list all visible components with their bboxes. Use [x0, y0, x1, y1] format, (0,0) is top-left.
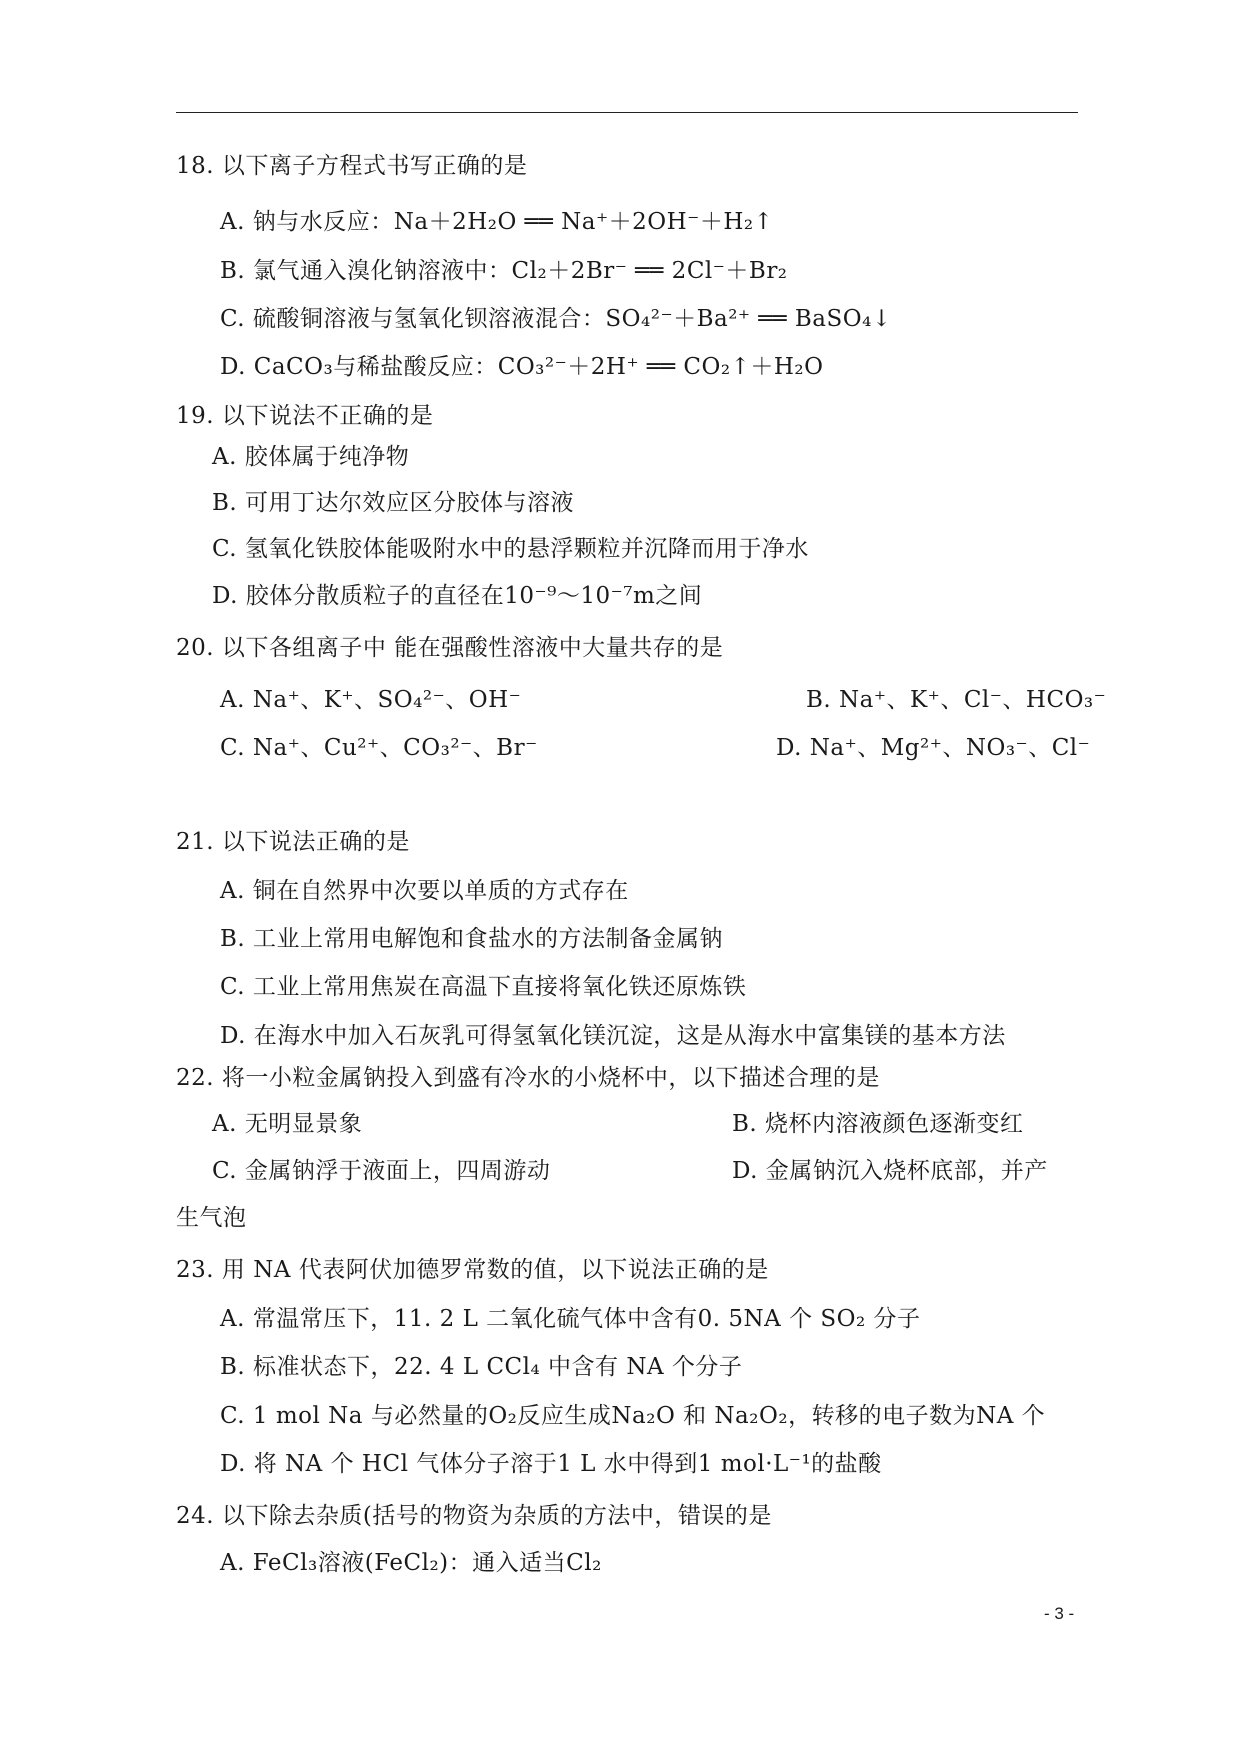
- question-19-option-c: C. 氢氧化铁胶体能吸附水中的悬浮颗粒并沉降而用于净水: [212, 536, 809, 562]
- question-22-option-a: A. 无明显景象: [212, 1111, 363, 1137]
- question-20-option-d: D. Na⁺、Mg²⁺、NO₃⁻、Cl⁻: [776, 735, 1091, 761]
- question-23-option-b: B. 标准状态下，22. 4 L CCl₄ 中含有 NA 个分子: [220, 1354, 743, 1380]
- question-18-option-d: D. CaCO₃与稀盐酸反应：CO₃²⁻＋2H⁺ ══ CO₂↑＋H₂O: [220, 354, 824, 380]
- question-23-stem: 23. 用 NA 代表阿伏加德罗常数的值，以下说法正确的是: [176, 1257, 769, 1283]
- question-20-option-c: C. Na⁺、Cu²⁺、CO₃²⁻、Br⁻: [220, 735, 538, 761]
- question-24-option-a: A. FeCl₃溶液(FeCl₂)：通入适当Cl₂: [220, 1550, 602, 1576]
- question-18-stem: 18. 以下离子方程式书写正确的是: [176, 153, 528, 179]
- question-23-option-c: C. 1 mol Na 与必然量的O₂反应生成Na₂O 和 Na₂O₂，转移的电子数为NA 个: [220, 1403, 1046, 1429]
- question-21-stem: 21. 以下说法正确的是: [176, 829, 410, 855]
- question-19-option-a: A. 胶体属于纯净物: [212, 444, 410, 470]
- question-20-option-a: A. Na⁺、K⁺、SO₄²⁻、OH⁻: [220, 687, 522, 713]
- question-21-option-d: D. 在海水中加入石灰乳可得氢氧化镁沉淀，这是从海水中富集镁的基本方法: [220, 1023, 1006, 1049]
- header-rule: [176, 112, 1078, 113]
- question-22-option-b: B. 烧杯内溶液颜色逐渐变红: [732, 1111, 1024, 1137]
- question-21-option-a: A. 铜在自然界中次要以单质的方式存在: [220, 878, 629, 904]
- question-18-option-a: A. 钠与水反应：Na＋2H₂O ══ Na⁺＋2OH⁻＋H₂↑: [220, 209, 774, 235]
- question-18-option-c: C. 硫酸铜溶液与氢氧化钡溶液混合：SO₄²⁻＋Ba²⁺ ══ BaSO₄↓: [220, 306, 892, 332]
- question-19-option-d: D. 胶体分散质粒子的直径在10⁻⁹～10⁻⁷m之间: [212, 583, 703, 609]
- question-21-option-b: B. 工业上常用电解饱和食盐水的方法制备金属钠: [220, 926, 724, 952]
- question-20-stem: 20. 以下各组离子中 能在强酸性溶液中大量共存的是: [176, 635, 724, 661]
- question-23-option-d: D. 将 NA 个 HCl 气体分子溶于1 L 水中得到1 mol·L⁻¹的盐酸: [220, 1451, 882, 1477]
- question-22-stem: 22. 将一小粒金属钠投入到盛有冷水的小烧杯中，以下描述合理的是: [176, 1065, 880, 1091]
- question-23-option-a: A. 常温常压下，11. 2 L 二氧化硫气体中含有0. 5NA 个 SO₂ 分子: [220, 1306, 921, 1332]
- question-22-option-d-continued: 生气泡: [176, 1205, 247, 1231]
- question-19-stem: 19. 以下说法不正确的是: [176, 403, 434, 429]
- question-24-stem: 24. 以下除去杂质(括号的物资为杂质的方法中，错误的是: [176, 1503, 772, 1529]
- page-number: - 3 -: [1044, 1604, 1075, 1623]
- question-22-option-c: C. 金属钠浮于液面上，四周游动: [212, 1158, 551, 1184]
- question-19-option-b: B. 可用丁达尔效应区分胶体与溶液: [212, 490, 575, 516]
- question-18-option-b: B. 氯气通入溴化钠溶液中：Cl₂＋2Br⁻ ══ 2Cl⁻＋Br₂: [220, 258, 788, 284]
- question-20-option-b: B. Na⁺、K⁺、Cl⁻、HCO₃⁻: [806, 687, 1107, 713]
- question-22-option-d: D. 金属钠沉入烧杯底部，并产: [732, 1158, 1048, 1184]
- question-21-option-c: C. 工业上常用焦炭在高温下直接将氧化铁还原炼铁: [220, 974, 747, 1000]
